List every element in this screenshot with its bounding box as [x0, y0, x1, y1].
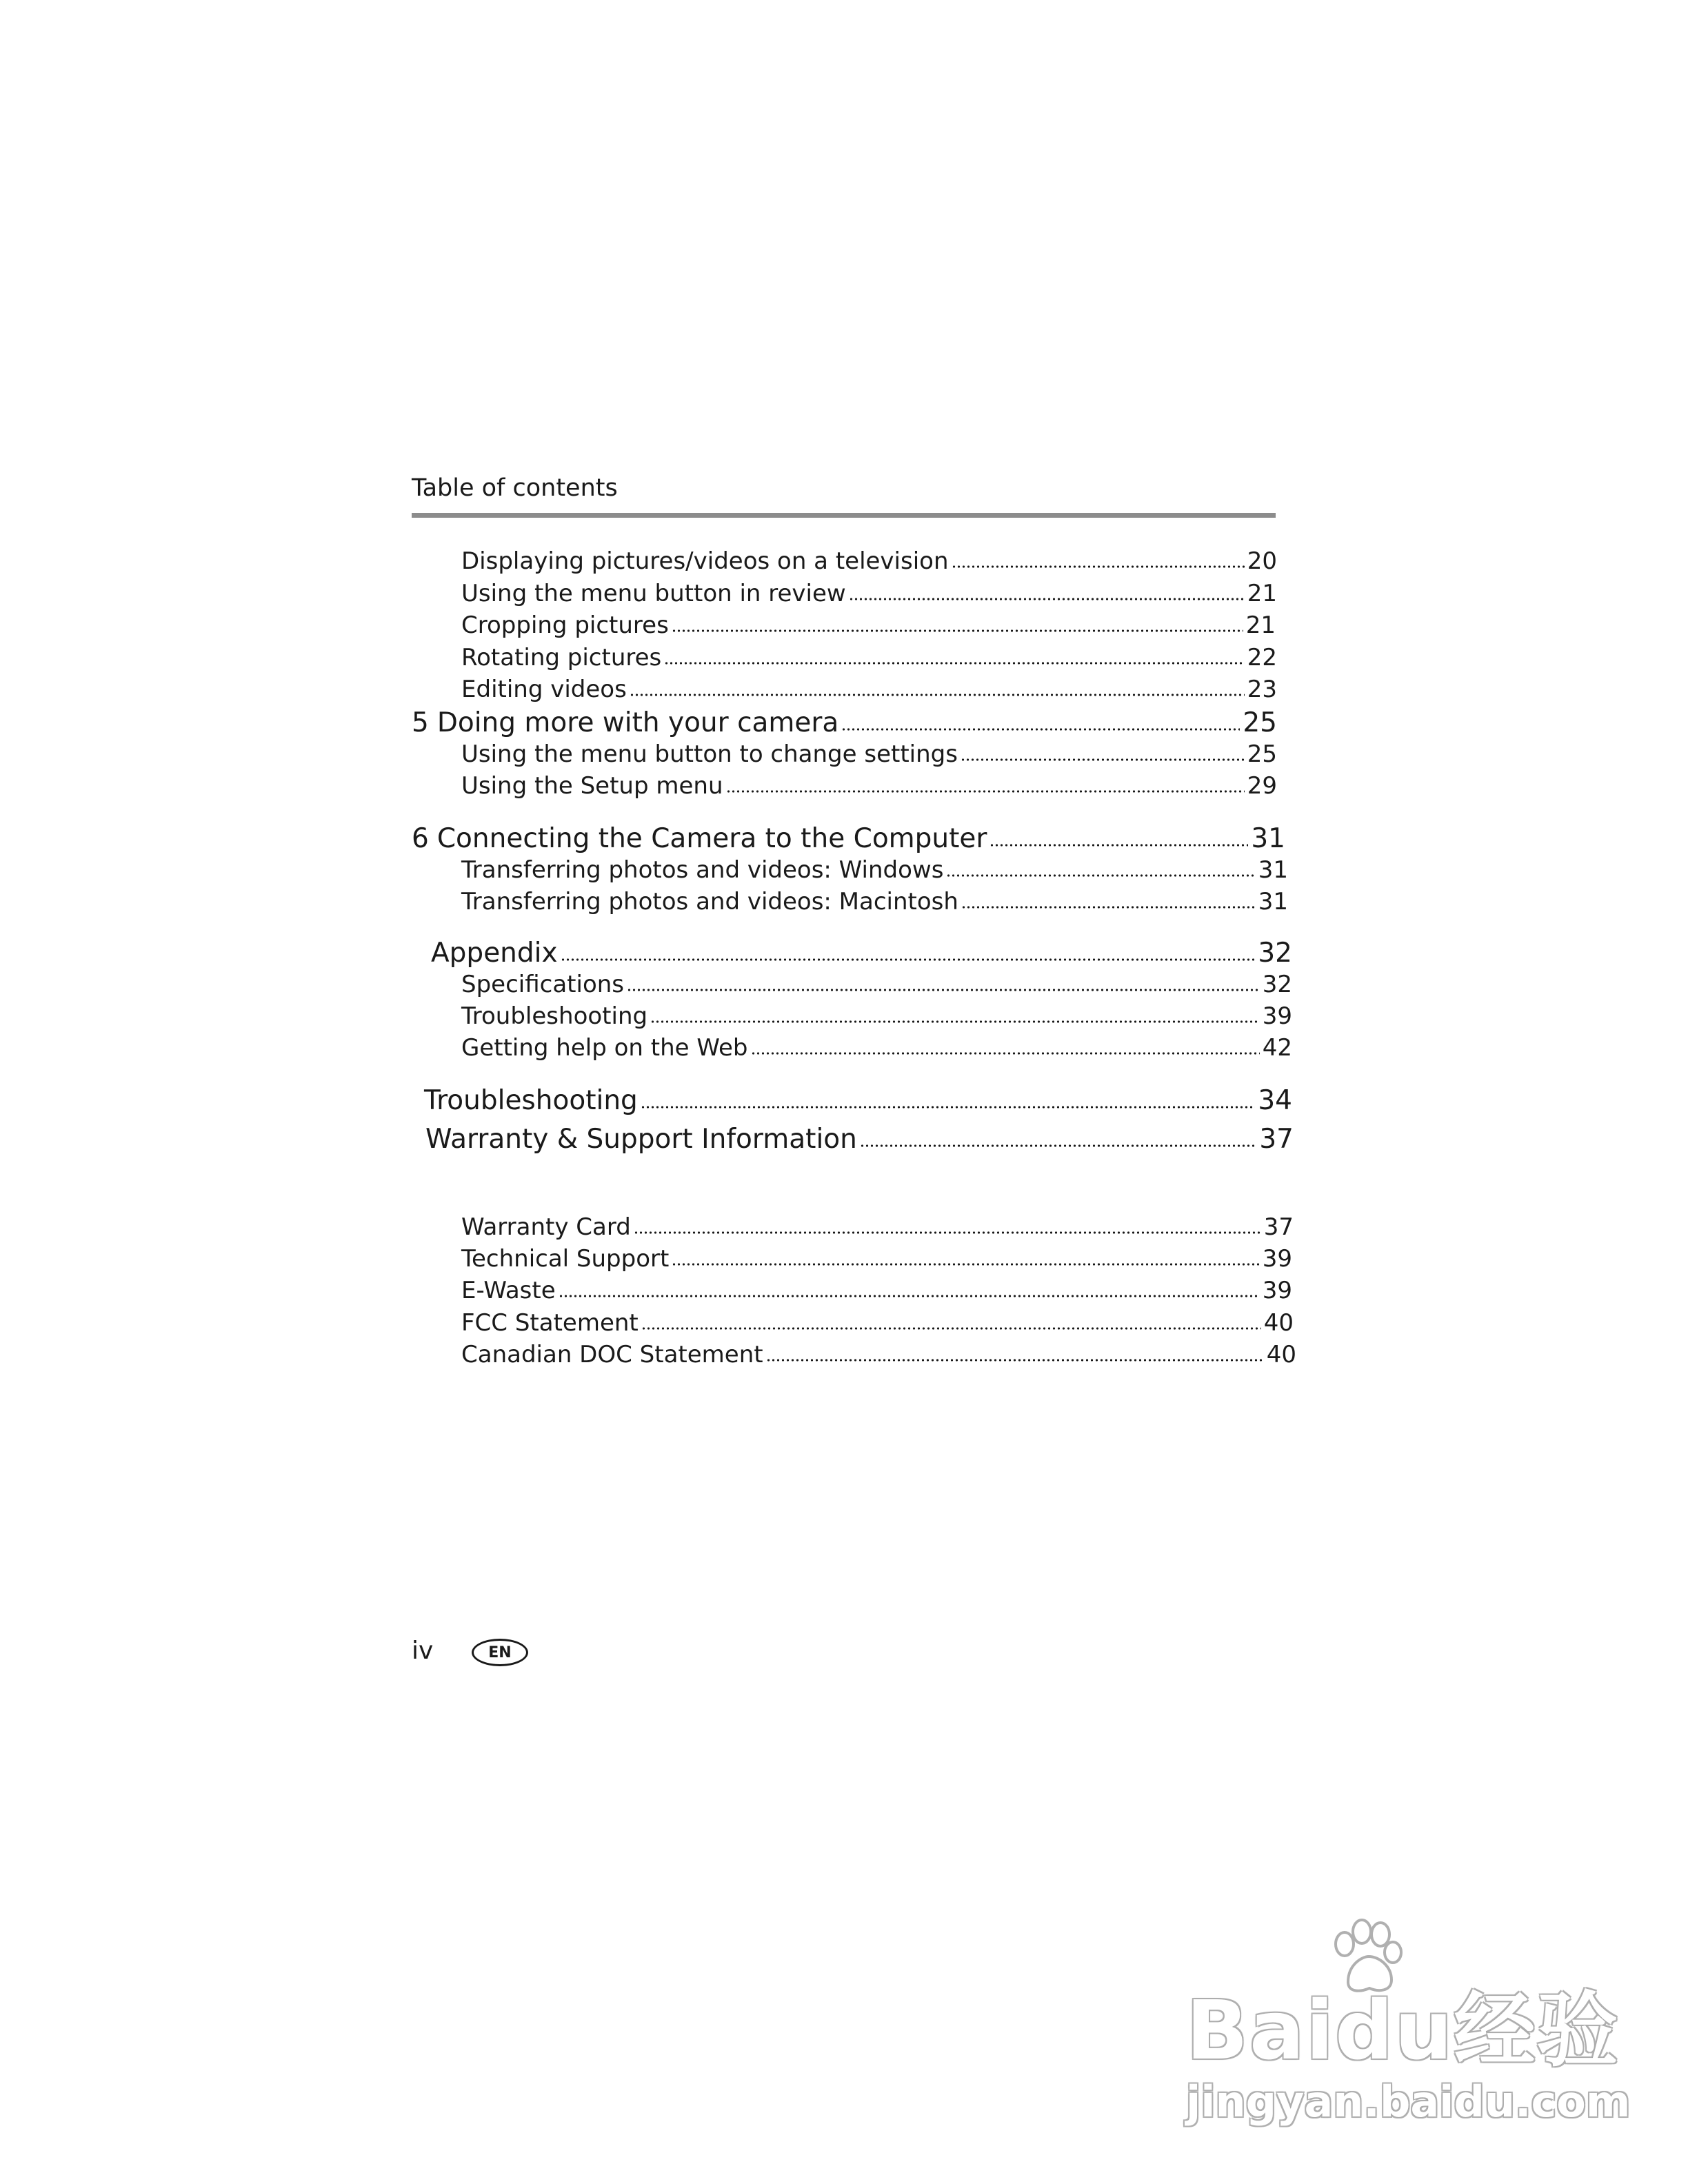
toc-page-number: 29 — [1247, 772, 1277, 800]
toc-entry-label: Doing more with your camera — [436, 707, 839, 738]
toc-entry-label: Specifications — [461, 971, 625, 998]
toc-page-number: 25 — [1243, 707, 1277, 738]
dot-leader — [961, 758, 1245, 762]
toc-entry-label: Connecting the Camera to the Computer — [436, 823, 987, 854]
toc-entry[interactable] — [461, 1277, 1292, 1304]
toc-entry-label: Editing videos — [461, 676, 627, 703]
toc-page-number: 31 — [1258, 888, 1288, 916]
toc-page-number: 31 — [1251, 823, 1285, 854]
toc-entry-label: Appendix — [431, 938, 558, 969]
chapter-number: 6 — [412, 823, 429, 854]
dot-leader — [672, 1262, 1259, 1266]
dot-leader — [641, 1105, 1256, 1109]
toc-page-number: 32 — [1262, 971, 1292, 998]
dot-leader — [841, 727, 1240, 731]
dot-leader — [559, 1294, 1260, 1298]
toc-page-number: 40 — [1266, 1341, 1296, 1368]
dot-leader — [634, 1231, 1261, 1235]
toc-entry-label: Troubleshooting — [461, 1002, 648, 1030]
dot-leader — [627, 988, 1260, 992]
dot-leader — [726, 789, 1245, 793]
watermark-site: jingyan.baidu.com — [1186, 2076, 1631, 2127]
toc-page-number: 21 — [1245, 611, 1276, 639]
toc-entry-label: Technical Support — [461, 1245, 670, 1273]
toc-entry-label: Using the menu button in review — [461, 580, 846, 607]
toc-page-number: 31 — [1258, 856, 1288, 884]
dot-leader — [849, 597, 1245, 601]
dot-leader — [630, 693, 1245, 697]
language-badge: EN — [472, 1639, 528, 1666]
toc-entry[interactable] — [461, 1034, 1292, 1062]
toc-page-number: 42 — [1262, 1034, 1292, 1062]
toc-entry-label: Troubleshooting — [424, 1085, 638, 1116]
toc-entry-label: FCC Statement — [461, 1309, 639, 1337]
toc-entry[interactable] — [461, 611, 1276, 639]
toc-entry[interactable] — [461, 676, 1277, 703]
toc-entry-label: Transferring photos and videos: Macintosh — [461, 888, 958, 916]
toc-entry[interactable] — [461, 971, 1292, 998]
toc-chapter-entry[interactable] — [425, 1124, 1294, 1155]
dot-leader — [766, 1358, 1264, 1362]
toc-entry-label: Transferring photos and videos: Windows — [461, 856, 944, 884]
watermark — [1186, 1917, 1631, 2144]
toc-entry[interactable] — [461, 740, 1277, 768]
dot-leader — [952, 565, 1245, 569]
toc-page-number: 21 — [1247, 580, 1277, 607]
dot-leader — [664, 661, 1244, 665]
toc-entry[interactable] — [461, 644, 1277, 671]
toc-entry[interactable] — [461, 856, 1288, 884]
toc-chapter-entry[interactable] — [431, 938, 1292, 969]
toc-entry-label: E-Waste — [461, 1277, 556, 1304]
toc-page-number: 25 — [1247, 740, 1277, 768]
toc-page-number: 20 — [1247, 547, 1277, 575]
toc-entry-label: Canadian DOC Statement — [461, 1341, 763, 1368]
toc-entry[interactable] — [461, 1245, 1292, 1273]
toc-entry-label: Rotating pictures — [461, 644, 662, 671]
chapter-number: 5 — [412, 707, 429, 738]
toc-chapter-entry[interactable] — [424, 1085, 1292, 1116]
toc-entry-label: Warranty Card — [461, 1213, 631, 1241]
toc-entry[interactable] — [461, 1002, 1292, 1030]
dot-leader — [946, 873, 1255, 878]
toc-entry-label: Displaying pictures/videos on a television — [461, 547, 949, 575]
toc-page-number: 34 — [1258, 1085, 1292, 1116]
toc-page-number: 39 — [1262, 1245, 1292, 1273]
watermark-brand: Baidu经验 — [1186, 1983, 1620, 2078]
toc-page-number: 22 — [1247, 644, 1277, 671]
page-header-title: Table of contents — [412, 474, 618, 502]
toc-entry[interactable] — [461, 1213, 1294, 1241]
toc-entry[interactable] — [461, 1341, 1296, 1368]
dot-leader — [641, 1326, 1261, 1331]
dot-leader — [672, 629, 1243, 633]
toc-page-number: 37 — [1263, 1213, 1294, 1241]
toc-entry-label: Using the menu button to change settings — [461, 740, 958, 768]
toc-entry-label: Cropping pictures — [461, 611, 669, 639]
toc-entry-label: Warranty & Support Information — [425, 1124, 857, 1155]
dot-leader — [860, 1144, 1256, 1148]
toc-entry[interactable] — [461, 547, 1277, 575]
toc-page-number: 39 — [1262, 1002, 1292, 1030]
header-rule — [412, 513, 1276, 518]
toc-entry-label: Getting help on the Web — [461, 1034, 748, 1062]
page-number: iv — [412, 1637, 434, 1665]
toc-page-number: 23 — [1247, 676, 1277, 703]
toc-entry[interactable] — [461, 888, 1288, 916]
toc-entry[interactable] — [461, 1309, 1294, 1337]
toc-page-number: 37 — [1259, 1124, 1294, 1155]
toc-entry[interactable] — [461, 580, 1277, 607]
dot-leader — [561, 958, 1256, 962]
toc-chapter-entry[interactable] — [412, 823, 1285, 854]
toc-entry-label: Using the Setup menu — [461, 772, 723, 800]
toc-entry[interactable] — [461, 772, 1277, 800]
dot-leader — [751, 1051, 1260, 1055]
toc-page-number: 40 — [1263, 1309, 1294, 1337]
toc-chapter-entry[interactable] — [412, 707, 1277, 738]
toc-page-number: 39 — [1262, 1277, 1292, 1304]
dot-leader — [961, 905, 1256, 909]
toc-page-number: 32 — [1258, 938, 1292, 969]
dot-leader — [650, 1020, 1260, 1024]
dot-leader — [989, 843, 1248, 847]
